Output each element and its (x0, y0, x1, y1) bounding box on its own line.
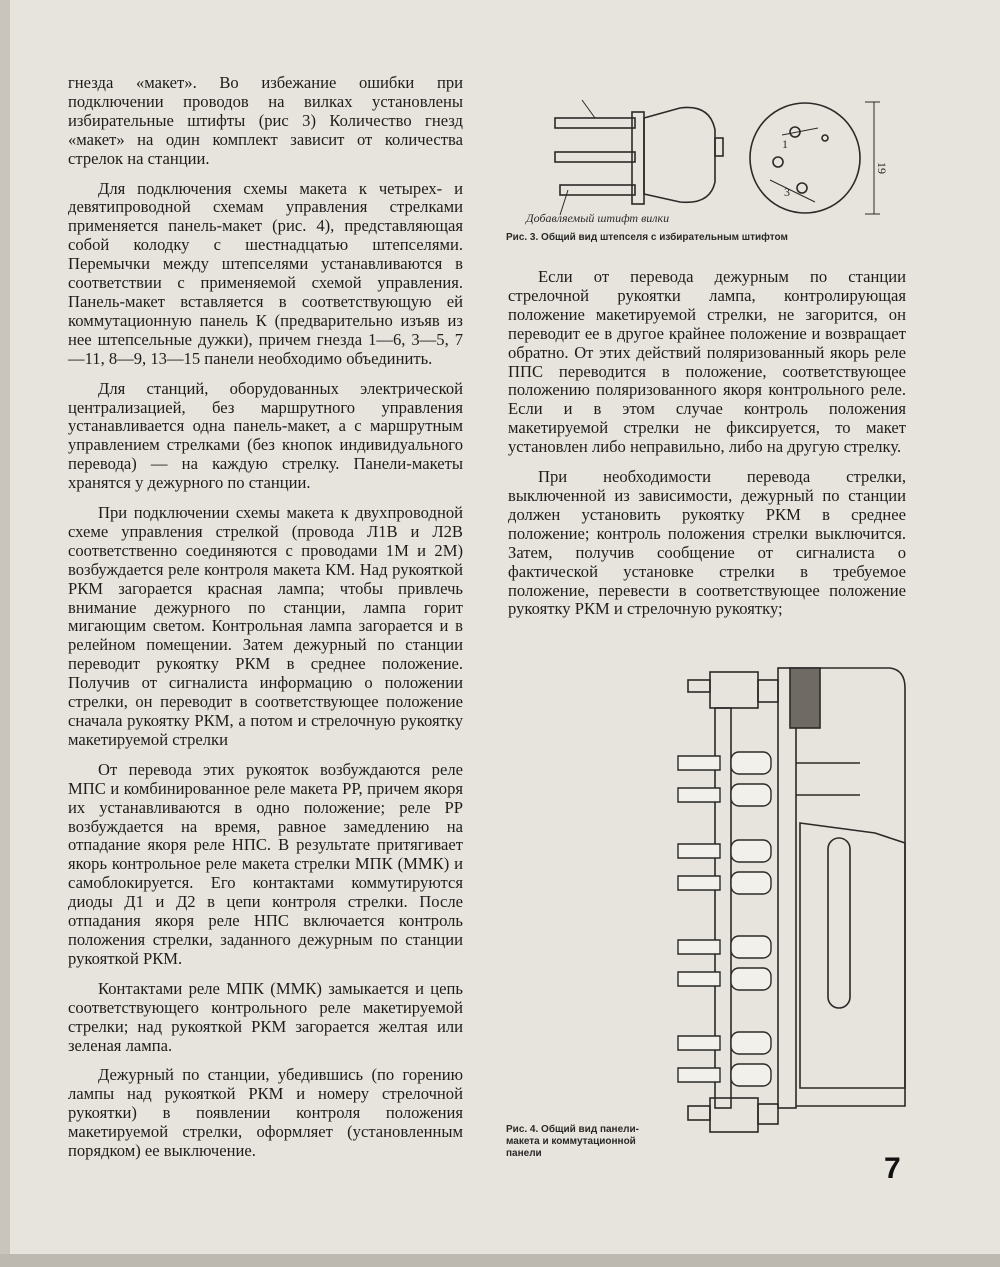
contact-pin (678, 1032, 771, 1054)
dimension-label: 19 (875, 162, 889, 174)
plug-pin-added (560, 185, 635, 195)
panel-plate (778, 668, 796, 1108)
pin-label: Добавляемый штифт вилки (526, 211, 670, 225)
contact-pin (678, 872, 771, 894)
paragraph: Дежурный по станции, убедившись (по горению лампы над рукояткой РКМ и номеру стрелочной рукоятки) в появлении контроля положения макетируемой стрелки, оформляет (установленным порядком) ее выключение. (68, 1065, 463, 1161)
bolt-nut (710, 672, 758, 708)
plug-flange (632, 112, 644, 204)
contact-pin (678, 1064, 771, 1086)
paragraph: Если от перевода дежурным по станции стрелочной рукоятки лампа, контролирующая положение макетируемой стрелки, не загорится, он переводит ее в другое крайнее положение и возвращает обратно. От этих действий поляризованный якорь реле ППС переводится в положение, соответствующее положению поляризованного якоря контрольного реле. Если и в этом случае контроль положения макетируемой стрелки не фиксируется, то макет установлен либо неправильно, либо на другую стрелку. (508, 267, 906, 457)
plug-body (644, 107, 715, 202)
contact-pin (678, 968, 771, 990)
paragraph: При подключении схемы макета к двухпроводной схеме управления стрелкой (провода Л1В и Л2В соответственно соединяются с проводами 1М и 2М) возбуждается реле контроля макета КМ. Над рукояткой РКМ загорается красная лампа; чтобы привлечь внимание дежурного по станции, лампа горит мигающим светом. Контрольная лампа загорается и в релейном помещении. Затем дежурный по станции переводит рукоятку РКМ в среднее положение. Получив от сигналиста информацию о положении стрелки, он переводит в соответствующее положение сначала рукоятку РКМ, а потом и стрелочную рукоятку макетируемой стрелки (68, 503, 463, 749)
contact-pin (678, 840, 771, 862)
bolt-head (688, 680, 710, 692)
right-text-column (508, 268, 906, 630)
plug-knob (715, 138, 723, 156)
dimension-label: 1 (782, 137, 788, 151)
left-text-column (68, 74, 463, 1172)
paragraph: Для подключения схемы макета к четырех- и девятипроводной схемам управления стрелками применяется панель-макет (рис. 4), представляющая собой колодку с шестнадцатью штепселями. Перемычки между штепселями устанавливаются в соответствии с применяемой схемой управления. Панель-макет вставляется в соответствующую ей коммутационную панель К (предварительно изъяв из нее штепсельные дужки), причем гнезда 1—6, 3—5, 7—11, 8—9, 13—15 панели необходимо объединить. (68, 178, 463, 368)
plug-pin (555, 118, 635, 128)
paragraph: При необходимости перевода стрелки, выключенной из зависимости, дежурный по станции должен установить рукоятку РКМ в среднее положение; контроль положения стрелки выключится. Затем, получив сообщение от сигналиста о фактической установке стрелки в требуемое положение, перевести в соответствующее положение рукоятку РКМ и стрелочную рукоятку; (508, 467, 906, 619)
contact-pin (678, 752, 860, 774)
paragraph: Контактами реле МПК (ММК) замыкается и цепь соответствующего контрольного реле макетируемой стрелки; над рукояткой РКМ загорается желтая или зеленая лампа. (68, 978, 463, 1055)
figure-caption: Рис. 3. Общий вид штепселя с избирательным штифтом (506, 232, 788, 243)
plug-drawing (520, 90, 910, 230)
paragraph: Для станций, оборудованных электрической централизацией, без маршрутного управления устанавливается одна панель-макет, а с маршрутным управлением стрелками (без кнопок индивидуального перевода) — на каждую стрелку. Панели-макеты хранятся у дежурного по станции. (68, 378, 463, 493)
relay-window (828, 838, 850, 1008)
figure-caption: Рис. 4. Общий вид панели-макета и коммутационной панели (506, 1124, 639, 1159)
paragraph: От перевода этих рукояток возбуждаются реле МПС и комбинированное реле макета РР, причем якоря их устанавливаются в одно положение; реле РР возбуждается на время, равное замедлению на отпадание якоря реле НПС. В результате притягивает якорь контрольное реле макета стрелки МПК (ММК) и самоблокируется. Его контактами коммутируются диоды Д1 и Д2 в цепи контроля стрелки. После отпадания якоря реле НПС включается контроль положения стрелки, заданного дежурным по станции рукояткой РКМ. (68, 759, 463, 968)
page-edge-shadow (0, 1254, 1000, 1267)
page-edge-shadow (0, 0, 10, 1267)
insulator-block (790, 668, 820, 728)
contact-pin (678, 784, 860, 806)
plug-pin (555, 152, 635, 162)
page-number: 7 (884, 1152, 901, 1185)
panel-drawing (660, 648, 920, 1168)
dimension-label: 3 (784, 185, 790, 199)
relay-body (800, 823, 905, 1088)
contact-pin (678, 936, 771, 958)
paragraph: гнезда «макет». Во избежание ошибки при подключении проводов на вилках установлены избирательные штифты (рис 3) Количество гнезд «макет» на один комплект зависит от количества стрелок на станции. (68, 73, 463, 168)
plug-end-view (750, 103, 860, 213)
